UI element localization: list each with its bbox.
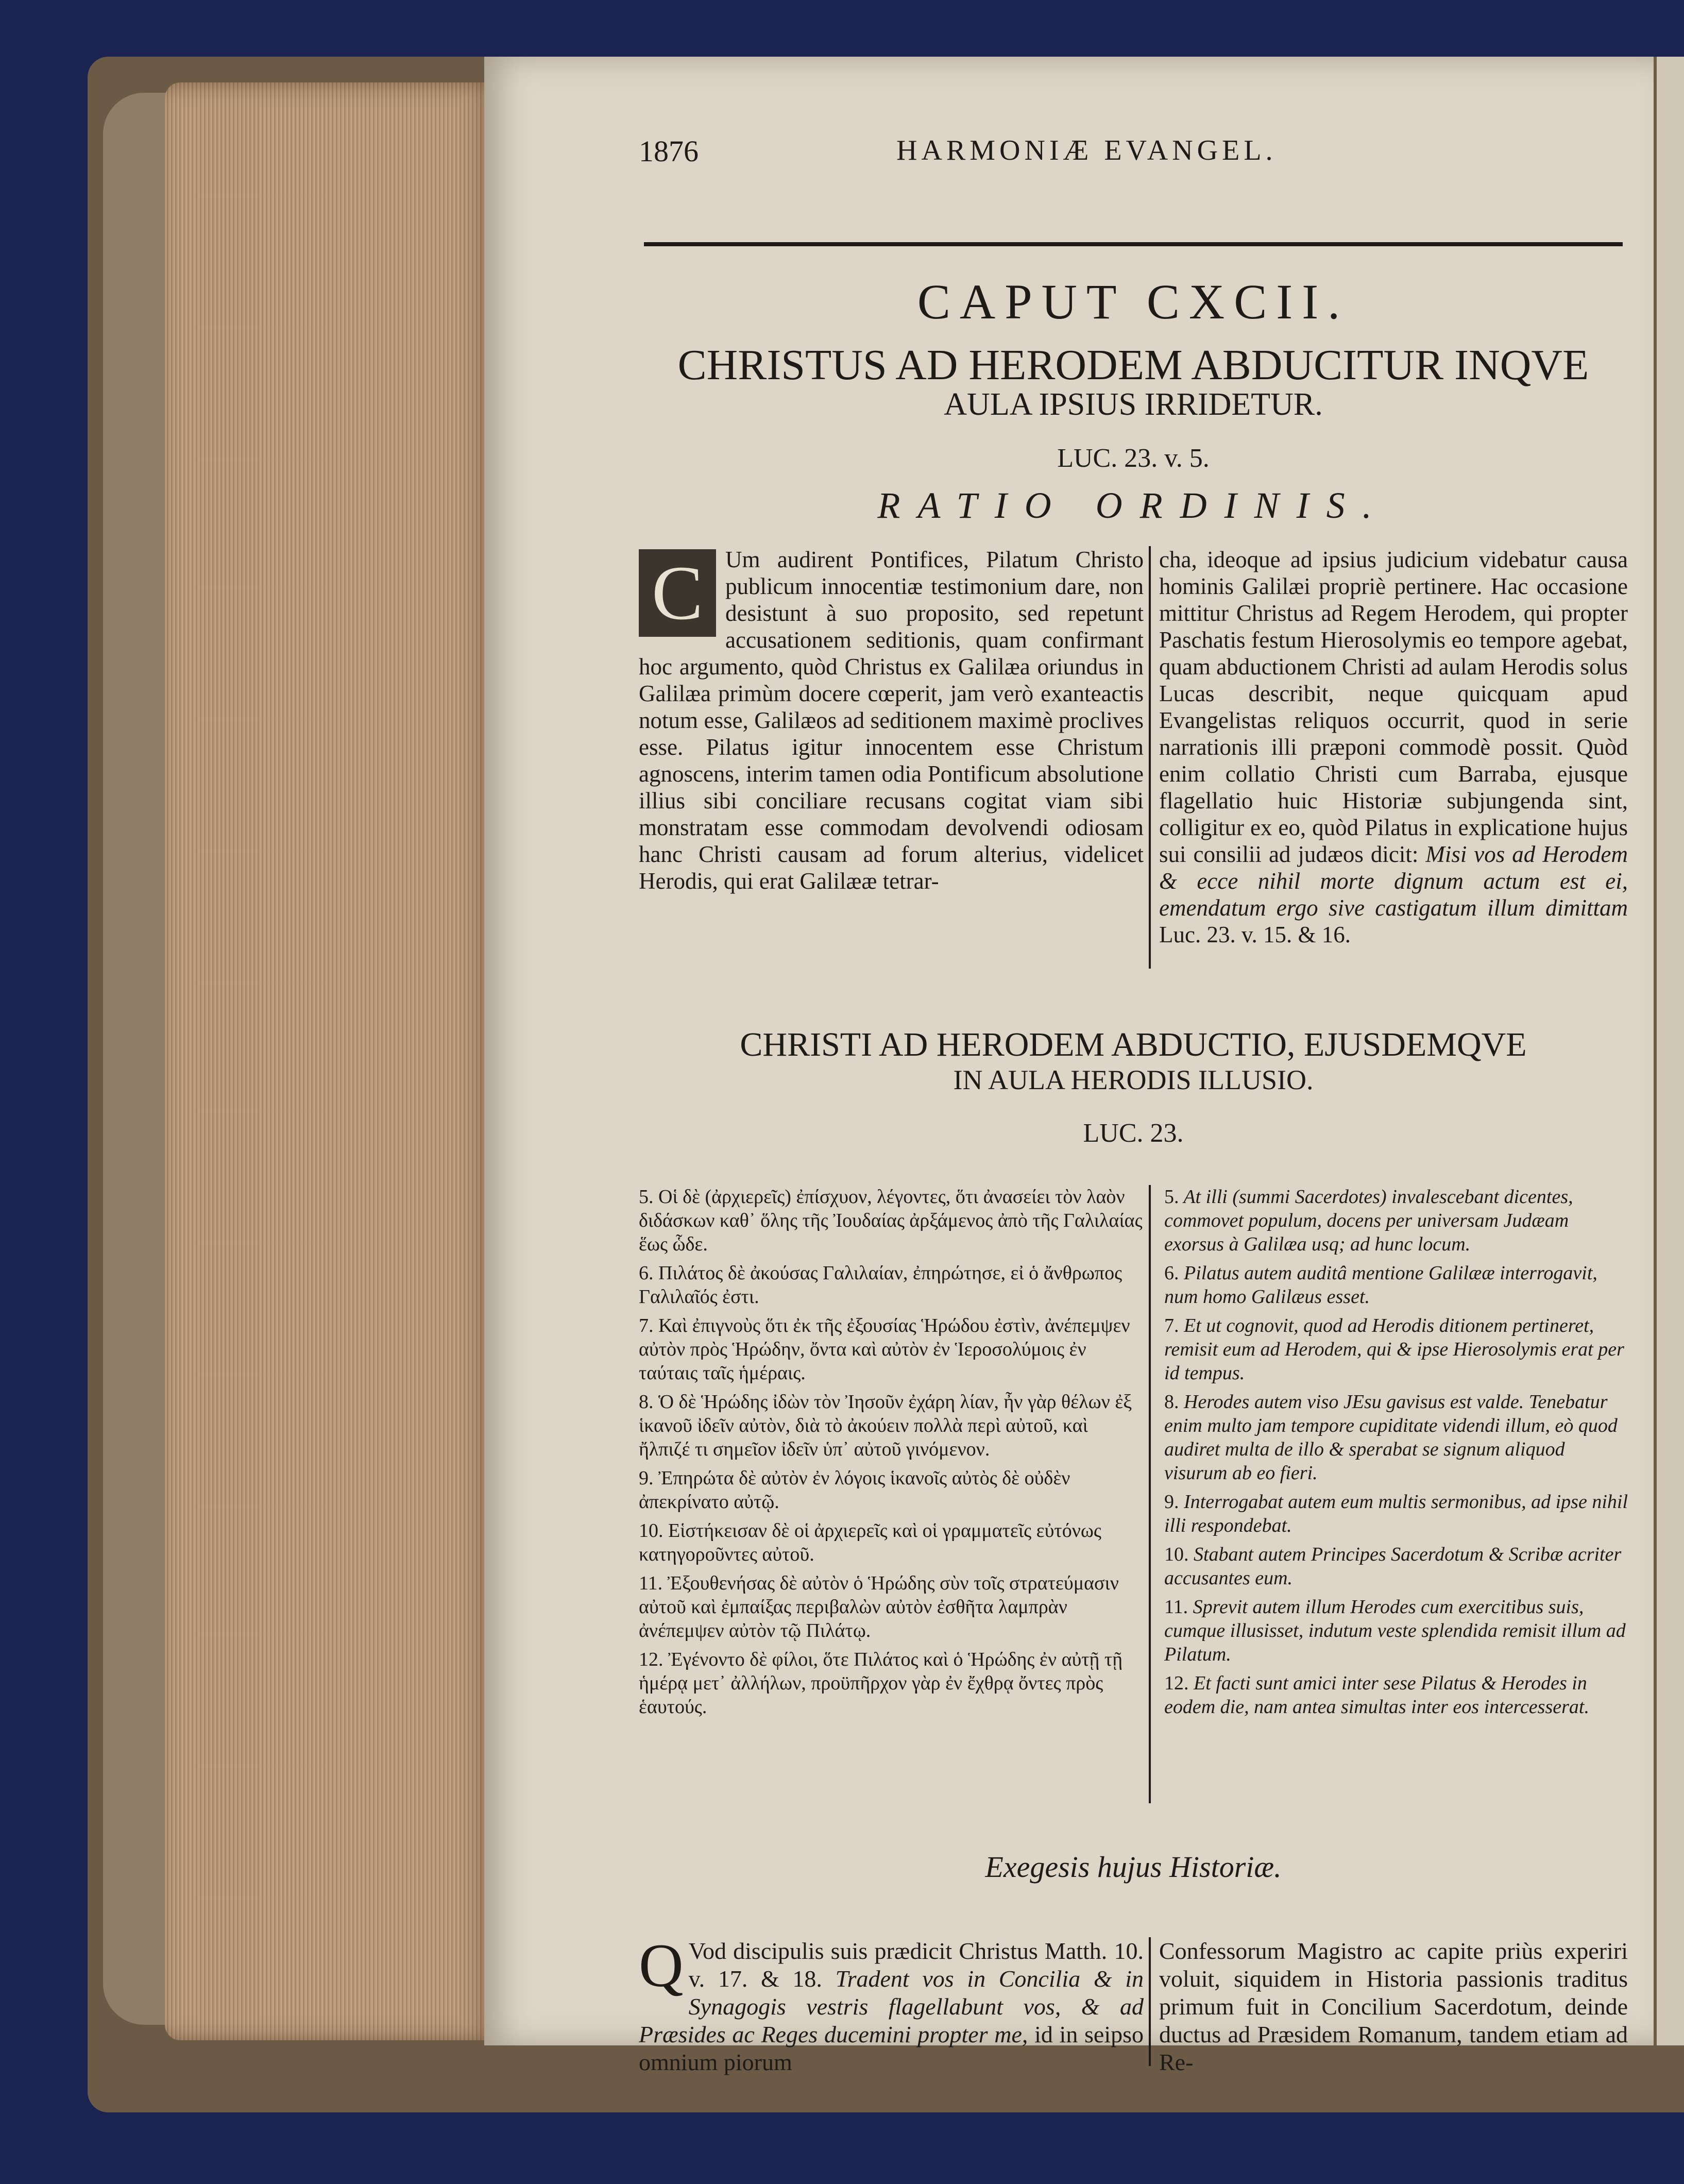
chapter-title-line2: AULA IPSIUS IRRIDETUR. (944, 387, 1323, 422)
greek-verse: 7. Καὶ ἐπιγνοὺς ὅτι ἐκ τῆς ἐξουσίας Ἡρώδου ἐστὶν, ἀνέπεμψεν αὐτὸν πρὸς Ἡρώδην, ὄντα καὶ αὐτὸν ἐν Ἱεροσολύμοις ἐν ταύταις ταῖς ἡμέραις. (639, 1315, 1130, 1384)
latin-verse: 9. Interrogabat autem eum multis sermonibus, ad ipse nihil illi respondebat. (1164, 1491, 1628, 1536)
chapter-title-line1: CHRISTUS AD HERODEM ABDUCITUR INQVE (677, 341, 1589, 389)
latin-verse: 6. Pilatus autem auditâ mentione Galilææ interrogavit, num homo Galilæus esset. (1164, 1262, 1597, 1308)
page-block-edges (165, 82, 495, 2040)
latin-text-column (1164, 1185, 1628, 1724)
ratio-right-column (1159, 546, 1628, 948)
latin-verse: 12. Et facti sunt amici inter sese Pilatus & Herodes in eodem die, nam antea simultas inter eos intercesserat. (1164, 1672, 1589, 1718)
greek-verse: 6. Πιλάτος δὲ ἀκούσας Γαλιλαίαν, ἐπηρώτησε, εἰ ὁ ἄνθρωπος Γαλιλαῖός ἐστι. (639, 1262, 1122, 1308)
greek-verse: 8. Ὁ δὲ Ἡρώδης ἰδὼν τὸν Ἰησοῦν ἐχάρη λίαν, ἦν γὰρ θέλων ἐξ ἱκανοῦ ἰδεῖν αὐτὸν, διὰ τὸ ἀκούειν πολλὰ περὶ αὐτοῦ, καὶ ἤλπιζέ τι σημεῖον ἰδεῖν ὑπ᾽ αὐτοῦ γινόμενον. (639, 1391, 1132, 1460)
ratio-right-end: Luc. 23. v. 15. & 16. (1159, 922, 1351, 947)
section-reference: LUC. 23. (1083, 1119, 1184, 1148)
latin-verse: 5. At illi (summi Sacerdotes) invalescebant dicentes, commovet populum, docens per universam Judæam exorsus à Galilæa usq; ad hunc locum. (1164, 1186, 1573, 1255)
ratio-heading: RATIO ORDINIS. (877, 485, 1389, 526)
ratio-right-quote: Misi vos ad Herodem & ecce nihil morte dignum actum est ei, emendatum ergo sive castigatum illum dimittam (1159, 841, 1628, 921)
exegesis-left-column (639, 1931, 1144, 2076)
page-content (639, 134, 1628, 2075)
dropcap-initial: C (639, 549, 716, 637)
latin-verse: 11. Sprevit autem illum Herodes cum exercitibus suis, cumque illusisset, indutum veste splendida remisit illum ad Pilatum. (1164, 1596, 1626, 1665)
ratio-left-text: Um audirent Pontifices, Pilatum Christo publicum innocentiæ testimonium dare, non desistunt à suo proposito, sed repetunt accusationem seditionis, quam confirmant hoc argumento, quòd Christus ex Galilæa oriundus in Galilæa primùm docere cœperit, jam verò exanteactis notum esse, Galilæos ad seditionem maximè proclives esse. Pilatus igitur innocentem esse Christum agnoscens, interim tamen odia Pontificum absolutione illius sibi conciliare recusans cogitat viam sibi monstratam esse commodam devolvendi odiosam hanc Christi causam ad forum alterius, videlicet Herodis, qui erat Galilææ tetrar- (639, 547, 1144, 894)
page-number: 1876 (639, 134, 699, 168)
exegesis-left-text-a: Vod discipulis suis prædicit Christus Matth. 10. v. 17. & 18. (688, 1938, 1144, 1992)
column-divider (1149, 546, 1151, 969)
exegesis-initial: Q (639, 1931, 684, 2000)
greek-verse: 10. Εἱστήκεισαν δὲ οἱ ἀρχιερεῖς καὶ οἱ γραμματεῖς εὐτόνως κατηγοροῦντες αὐτοῦ. (639, 1520, 1101, 1565)
column-divider (1149, 1185, 1151, 1803)
ratio-left-column (639, 546, 1144, 894)
exegesis-right-text: Confessorum Magistro ac capite priùs experiri voluit, siquidem in Historia passionis traditus primum fuit in Concilium Sacerdotum, deinde ductus ad Præsidem Romanum, tandem etiam ad Re- (1159, 1938, 1628, 2075)
greek-verse: 5. Οἱ δὲ (ἀρχιερεῖς) ἐπίσχυον, λέγοντες, ὅτι ἀνασείει τὸν λαὸν διδάσκων καθ᾽ ὅλης τῆς Ἰουδαίας ἀρξάμενος ἀπὸ τῆς Γαλιλαίας ἕως ὧδε. (639, 1186, 1143, 1255)
ratio-right-text: cha, ideoque ad ipsius judicium videbatur causa hominis Galilæi propriè pertinere. Hac occasione mittitur Christus ad Regem Herodem, qui propter Paschatis festum Hierosolymis eo tempore agebat, quam abductionem Christi ad aulam Herodis solus Lucas describit, neque quicquam apud Evangelistas reliquos occurrit, quod in serie narrationis illi præponi commodè possit. Quòd enim collatio Christi cum Barraba, ejusque flagellatio huic Historiæ subjungenda sint, colligitur ex eo, quòd Pilatus in explicatione hujus sui consilii ad judæos dicit: (1159, 547, 1628, 867)
exegesis-left-text-b: id in seipso omnium piorum (639, 2021, 1144, 2075)
latin-verse: 10. Stabant autem Principes Sacerdotum & Scribæ acriter accusantes eum. (1164, 1544, 1622, 1589)
latin-verse: 7. Et ut cognovit, quod ad Herodis ditionem pertineret, remisit eum ad Herodem, qui & ipse Hierosolymis erat per id tempus. (1164, 1315, 1624, 1384)
greek-text-column (639, 1185, 1144, 1724)
book-spine-edge (103, 93, 175, 2025)
page-header (639, 134, 1628, 180)
greek-verse: 12. Ἐγένοντο δὲ φίλοι, ὅτε Πιλάτος καὶ ὁ Ἡρώδης ἐν αὐτῇ τῇ ἡμέρᾳ μετ᾽ ἀλλήλων, προϋπῆρχον γὰρ ἐν ἔχθρᾳ ὄντες πρὸς ἑαυτούς. (639, 1649, 1123, 1718)
greek-verse: 9. Ἐπηρώτα δὲ αὐτὸν ἐν λόγοις ἱκανοῖς αὐτὸς δὲ οὐδὲν ἀπεκρίνατο αὐτῷ. (639, 1467, 1070, 1513)
exegesis-heading: Exegesis hujus Historiæ. (985, 1850, 1282, 1884)
greek-verse: 11. Ἐξουθενήσας δὲ αὐτὸν ὁ Ἡρώδης σὺν τοῖς στρατεύμασιν αὐτοῦ καὶ ἐμπαίξας περιβαλὼν αὐτὸν ἐσθῆτα λαμπρὰν ἀνέπεμψεν αὐτὸν τῷ Πιλάτῳ. (639, 1572, 1119, 1641)
section-title-line2: IN AULA HERODIS ILLUSIO. (953, 1064, 1314, 1095)
latin-verse: 8. Herodes autem viso JEsu gavisus est valde. Tenebatur enim multo jam tempore cupiditate videndi illum, eò quod audiret multa de illo & sperabat se signum aliquod visurum ab eo fieri. (1164, 1391, 1618, 1484)
running-title: HARMONIÆ EVANGEL. (896, 134, 1277, 166)
facing-page-edge (1654, 57, 1684, 2045)
section-title-line1: CHRISTI AD HERODEM ABDUCTIO, EJUSDEMQVE (740, 1026, 1527, 1063)
column-divider (1149, 1937, 1151, 2066)
exegesis-left-quote: Tradent vos in Concilia & in Synagogis vestris flagellabunt vos, & ad Præsides ac Reges ducemini propter me, (639, 1966, 1144, 2047)
exegesis-right-column (1159, 1937, 1628, 2076)
chapter-reference: LUC. 23. v. 5. (1057, 444, 1210, 473)
header-rule (644, 242, 1623, 246)
chapter-heading: CAPUT CXCII. (917, 274, 1350, 329)
